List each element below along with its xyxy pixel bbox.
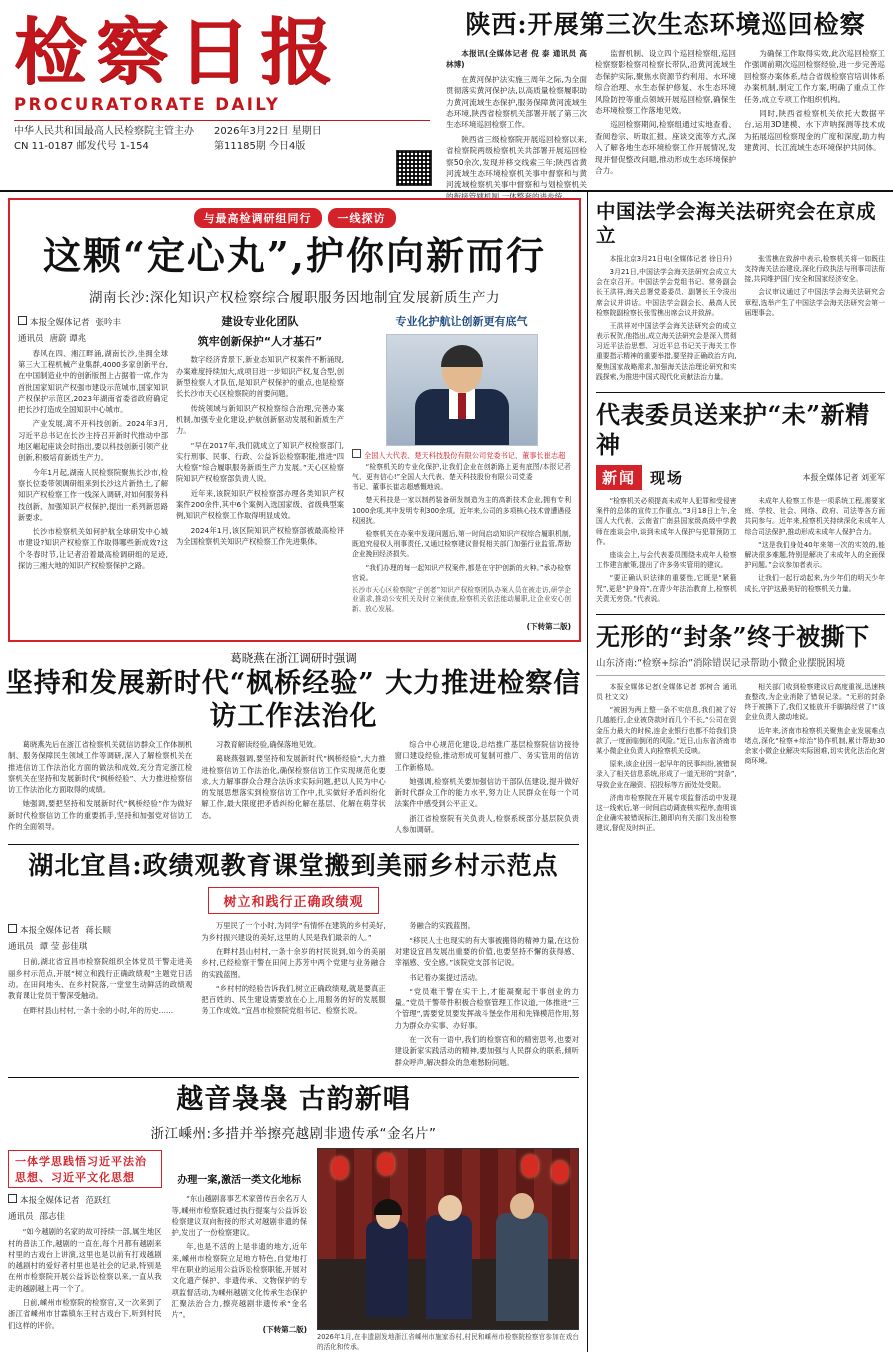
continued-label: (下转第二版) bbox=[526, 622, 571, 632]
story-columns bbox=[596, 254, 885, 385]
photo-caption-text: 全国人大代表、楚天科技股份有限公司党委书记、董事长崔志超 bbox=[364, 451, 566, 461]
paragraph: “这是我们身处40年来第一次的实效的,能解决很多难题,特别是解决了未成年人的全面保护问题。”会议参加者表示。 bbox=[744, 540, 885, 570]
paragraph: “党员难干警在实干上,才能凝聚起干事创业的力量。”党员干警带件积极合检察管理工作议道,一体推进“三个管理”,需要党员要发挥战斗堡垒作用和先锋模范作用,努力为群众办实事、办好事。 bbox=[394, 986, 579, 1030]
paragraph: 近年来,济南市检察机关聚焦企业发展难点堵点,深化“检察+综治”协作机制,累计帮助30余家小微企业解决实际困难,切实优化法治化营商环境。 bbox=[744, 726, 885, 766]
column-1 bbox=[8, 1148, 162, 1352]
column-3 bbox=[395, 920, 579, 1071]
paragraph: 葛晓燕强调,要坚持和发展新时代“枫桥经验”,大力推进检察信访工作法治化,确保检察信访工作实现规范化要求,大力解事群众合理合法诉求实际问题,把以人民为中心的发展思想落实到检察信访工作中,扎实做好矛盾纠纷化解工作,最大限度把矛盾纠纷化解在基层、化解在萌芽状态。 bbox=[201, 754, 386, 820]
top-story-column-1 bbox=[446, 48, 587, 205]
paragraph: “我们办理的每一起知识产权案件,都是在守护创新的火种。”承办检察官说。 bbox=[352, 563, 571, 582]
paragraph: “被困为两上整一条不实信息,我们被了好几越能行,企业被贷款时而几个不长,“公司在资金压力最大的时候,连企业银行也都不给我们贷款了,一度面临倒闭的风险。”近日,山东省济南市某小微企业负责人向检察机关反映。 bbox=[596, 706, 737, 755]
byline-name-2: 邵志佳 bbox=[39, 1212, 66, 1223]
paragraph: 陕西省三级检察院开展巡回检察以来,省检察院两级检察机关共部署开展巡回检察50余次,发现并移交线索三年;陕西省黄河流域生态环境检察机关事中督察和与黄河流域检察机关事中督察和与划检察机关的衔接管辖机制,一体整套的进步统。 bbox=[446, 134, 587, 201]
column-3 bbox=[395, 739, 579, 838]
byline-label-2: 通讯员 bbox=[18, 333, 44, 344]
paragraph: 年,也是不活的上是非遗的地方,近年来,嵊州市检察院立足地方特色,自觉地打牢在职业的运用公益诉讼检察职能,开展对文化遗产保护、非遗传承、文物保护的专项监督活动,为嵊州越剧文化传承生态保护汇聚法治合力,擦亮越剧非遗传承“金名片”。 bbox=[171, 1242, 307, 1320]
byline-secondary bbox=[8, 940, 192, 952]
section-divider bbox=[596, 614, 885, 615]
byline-name-2: 谭 莹 彭佳琪 bbox=[39, 942, 88, 953]
story-headline: 湖北宜昌:政绩观教育课堂搬到美丽乡村示范点 bbox=[28, 851, 559, 881]
paragraph: 万里民了一个小时,为同学“有情怀在建筑的乡村美好,为乡村振兴建设的美好,这里的人民是我们最亲的人。” bbox=[201, 921, 386, 942]
story-columns bbox=[0, 739, 587, 838]
lead-story-columns bbox=[18, 312, 571, 632]
lead-column-1 bbox=[18, 312, 168, 632]
paragraph: “东山越剧喜事艺术家曾传百余名万人等,嵊州市检察院通过执行提案与公益诉讼检察建议双向衔接的形式对越剧非遗的保护,发出了一份检察建议。 bbox=[171, 1194, 307, 1238]
paragraph: 日前,嵊州市检察院的检察官,又一次来到了浙江省嵊州市甘霖镇东王村古戏台下,听到村民们这样的评价。 bbox=[8, 1298, 162, 1330]
lead-subhead-1: 建设专业化团队 bbox=[221, 314, 299, 328]
right-column-zone bbox=[588, 192, 893, 1352]
column-2 bbox=[745, 254, 886, 385]
story-subhead: 浙江嵊州:多措并举擦亮越剧非遗传承“金名片” bbox=[150, 1126, 437, 1143]
column-2 bbox=[745, 496, 886, 607]
top-story-headline: 陕西:开展第三次生态环境巡回检察 bbox=[465, 10, 866, 39]
byline-label: 本报全媒体记者 bbox=[20, 1196, 80, 1207]
story-headline: 无形的“封条”终于被撕下 bbox=[596, 621, 870, 651]
page-body bbox=[0, 192, 893, 1352]
paragraph: 2024年1月,该区院知识产权检察部被最高检评为全国检察机关知识产权检察工作先进集体。 bbox=[176, 525, 344, 546]
checkbox-icon bbox=[18, 316, 27, 325]
paragraph: “移民人士也现实的有大事被搬得的精神力量,在这份对建设宜昌发展出重要的价值,也要坚持不懈的获得感、幸福感、安全感。”该院党支部书记说。 bbox=[394, 935, 579, 968]
photo-caption-lead bbox=[352, 449, 571, 471]
paragraph: 座谈会上,与会代表委员围绕未成年人检察工作建言献策,提出了许多务实管用的建议。 bbox=[596, 550, 737, 570]
photo-credit: 图/本报记者 bbox=[532, 461, 571, 471]
paragraph: 在畔村县山村村,一条十余的小时,年的历史…… bbox=[22, 1005, 174, 1015]
story-yichang bbox=[0, 851, 587, 1071]
section-divider bbox=[8, 844, 579, 845]
story-body bbox=[0, 1148, 587, 1352]
lead-subhead-3: 专业化护航让创新更有底气 bbox=[395, 314, 528, 328]
column-1 bbox=[8, 739, 192, 838]
byline bbox=[8, 924, 192, 936]
paragraph: 楚天科技是一家以制药装备研发制造为主的高新技术企业,拥有专利1000余项,其中发明专利300余项。近年来,公司的多项核心技术曾遭遇侵权困扰。 bbox=[352, 496, 571, 525]
byline-name: 蒋长顺 bbox=[85, 926, 112, 937]
column-1 bbox=[596, 682, 737, 837]
thin-divider bbox=[596, 675, 885, 676]
top-story-column-2 bbox=[595, 48, 736, 205]
masthead-right bbox=[440, 0, 893, 201]
paragraph: 原来,该企业因一起早年的民事纠纷,被错误录入了相关信息系统,形成了一道无形的“封条”,导致企业在融资、招投标等方面处处受限。 bbox=[596, 760, 737, 789]
byline-name: 范跃红 bbox=[85, 1196, 112, 1207]
byline-label: 本报全媒体记者 bbox=[30, 317, 90, 328]
story-headline: 越音袅袅 古韵新唱 bbox=[176, 1083, 411, 1115]
story-columns bbox=[596, 682, 885, 837]
story-fengqiao bbox=[0, 650, 587, 838]
paragraph: 日前,湖北省宜昌市检察院组织全体党员干警走进美丽乡村示范点,开展“树立和践行正确政绩观”主题党日活动。在田间地头、在乡村院落,一堂堂生动鲜活的政绩观教育课让党员干警深受触动。 bbox=[8, 957, 193, 1001]
story-opera bbox=[0, 1084, 587, 1352]
paragraph: 王洪祥对中国法学会海关法研究会的成立表示祝贺,他指出,成立海关法研究会是深入贯彻习近平法治思想、习近平总书记关于海关工作重要指示精神的重要举措,要坚持正确政治方向,聚焦国家战略需求,加强海关法治理论研究和实践探索,为推进中国式现代化贡献法治力量。 bbox=[596, 321, 737, 381]
paragraph: 长沙市检察机关如何护航全球研发中心城市建设?知识产权检察工作取得哪些新成效?这个冬春时节,让记者沿着最高检调研组的足迹,探访三湘大地的知识产权检察保护之路。 bbox=[18, 527, 168, 571]
lead-subhead-2: 筑牢创新保护“人才基石” bbox=[197, 335, 323, 349]
column-2 bbox=[201, 920, 385, 1071]
story-columns bbox=[596, 496, 885, 607]
paragraph: “检察机关的专业化保护,让我们企业在创新路上更有底气、更有信心!”全国人大代表、楚天科技股份有限公司党委书记、董事长崔志超感慨地说。 bbox=[352, 462, 533, 492]
paragraph: 习教育解读经验,确保落地见效。 bbox=[215, 739, 321, 749]
story-subheading: 办理一案,激活一类文化地标 bbox=[177, 1175, 302, 1187]
paragraph: 务融合的实践蓝图。 bbox=[409, 921, 475, 931]
story-minors-protection bbox=[596, 400, 885, 607]
lead-column-3 bbox=[352, 312, 571, 632]
continued-label: (下转第二版) bbox=[262, 1324, 307, 1334]
badge-scene: 现场 bbox=[650, 469, 685, 487]
byline-secondary bbox=[18, 332, 168, 344]
paragraph: “早在2017年,我们就成立了知识产权检察部门,实行刑事、民事、行政、公益诉讼检察职能,推进“四大检察”综合履职服务新质生产力发展。”天心区检察院知识产权检察部负责人说。 bbox=[176, 440, 344, 484]
lead-column-2 bbox=[176, 312, 344, 632]
paragraph: 春风在四、湘江畔涌,湖南长沙,坐拥全球第三大工程机械产业集群,4000多家创新平台,在中国制造业中的创新版图上占据着一席,作为首批国家知识产权强市建设示范城市,国家知识产权保护示范区,2023年湖南省委省政府确定把长沙打造成全国知识中心城市。 bbox=[18, 348, 168, 415]
left-column-zone bbox=[0, 192, 588, 1352]
byline-name: 张吟丰 bbox=[95, 317, 122, 328]
story-columns bbox=[0, 920, 587, 1071]
paragraph: 3月21日,中国法学会海关法研究会成立大会在京召开。中国法学会党组书记、常务副会长王洪祥,海关总署党委委员、副署长王令浚出席会议并讲话。中国法学会副会长、最高人民检察院副检察长张雪樵出席会议并致辞。 bbox=[596, 267, 737, 317]
paragraph: “检察机关必须提高未成年人犯罪和受侵害案件的总体的宣传工作重点。”3月18日上午,全国人大代表、云南省广南县国家级高级中学教师在座谈会中,谈到未成年人保护与犯罪预防工作。 bbox=[596, 497, 737, 546]
news-scene-badge bbox=[596, 465, 885, 490]
paragraph: 葛晓燕先后在浙江省检察机关就信访群众工作体制机制、服务保障民生领域工作等调研,深入了解检察机关在推进信访工作法治化方面的做法和成效,充分肯定浙江检察机关在坚持和发展新时代“枫桥经验”、大力推进检察信访工作法治化方面取得的成绩。 bbox=[8, 739, 193, 795]
column-1 bbox=[596, 254, 737, 385]
masthead-date: 2026年3月22日 星期日 bbox=[214, 126, 322, 138]
byline: 本报全媒体记者 刘亚军 bbox=[802, 473, 885, 482]
paragraph: 今年1月起,湖南人民检察院聚焦长沙市,检察长位委带领调研组来到长沙这片新热土,了解知识产权检察工作一线深入调研,对如何服务科技创新、加强知识产权保护,提出一系列新思路新要求。 bbox=[18, 467, 168, 522]
paragraph: 综合中心规范化建设,总结推广基层检察院信访接待窗口建设经验,推动形成可复制可推广、务实管用的信访工作新格局。 bbox=[394, 739, 579, 772]
photo-caption-bottom: 长沙市天心区检察院“子创者”知识产权检察团队办案人员在被走访,研学企业需求,推动公安机关及时立案侦查,检察机关依法能动履职,让企业安心创新、放心发展。 bbox=[352, 585, 571, 614]
masthead-rule bbox=[14, 120, 430, 121]
paragraph: 让我们一起行动起来,为少年们的明天少年成长,守护这最美好的检察机关力量。 bbox=[744, 574, 885, 593]
paragraph: 浙江省检察院有关负责人,检察系统部分基层院负责人参加调研。 bbox=[394, 813, 579, 835]
paragraph: 书记着办案提过活动。 bbox=[409, 972, 483, 982]
tag-research-group: 与最高检调研组同行 bbox=[194, 208, 322, 228]
masthead-info bbox=[14, 125, 430, 154]
lead-story-subhead: 湖南长沙:深化知识产权检察综合履职服务因地制宜发展新质生产力 bbox=[88, 289, 501, 306]
byline: 本报全媒体记者(全媒体记者 郭树合 通讯员 杜文文) bbox=[596, 682, 737, 702]
masthead-org: 中华人民共和国最高人民检察院主管主办 bbox=[14, 126, 194, 138]
paragraph: 为确保工作取得实效,此次巡回检察工作强调前期次巡回检察经验,进一步完善巡回检察办案体系,结合省级检察官培训体系办案机制,制定工作方案,明确了重点工作任务,成立专项工作组织机构。 bbox=[744, 49, 885, 104]
lead-story bbox=[8, 198, 581, 642]
paragraph: 近年来,该院知识产权检察部办理各类知识产权案件200余件,其中6个案例入选国家级、省级典型案例,知识产权检察工作取得明显成效。 bbox=[176, 488, 344, 521]
byline-label-2: 通讯员 bbox=[8, 1212, 34, 1223]
top-story-byline: 本报讯(全媒体记者 倪 泰 通讯员 高林博) bbox=[446, 49, 587, 70]
newspaper-title-english: PROCURATORATE DAILY bbox=[14, 95, 281, 115]
story-headline: 代表委员送来护“未”新精神 bbox=[596, 400, 870, 459]
paragraph: 检察机关在办案中发现问题后,第一时间启动知识产权综合履职机制,既追究侵权人刑事责任,又通过检察建议督促相关部门加强行业监管,帮助企业挽回经济损失。 bbox=[352, 530, 571, 559]
paragraph: 在黄河保护法实施三周年之际,为全面贯彻落实黄河保护法,以高质量检察履职助力黄河流域生态保护,服务保障黄河流域生态环境,陕西省检察机关部署开展了第三次生态环境巡回检察工作。 bbox=[446, 74, 587, 130]
masthead-left bbox=[0, 0, 440, 190]
column-2 bbox=[172, 1148, 307, 1352]
tag-frontline: 一线探访 bbox=[328, 208, 396, 228]
paragraph: “乡村村的经验告诉我们,树立正确政绩观,就是要真正把百姓的、民生建设需要放在心上,用服务的好的发展服务工作成效。”宜昌市检察院党组书记、检察长说。 bbox=[201, 983, 386, 1016]
byline bbox=[18, 316, 168, 328]
story-headline: 坚持和发展新时代“枫桥经验” 大力推进检察信访工作法治化 bbox=[5, 668, 582, 732]
lead-story-tags bbox=[18, 208, 571, 228]
paragraph: 她强调,要把坚持和发展新时代“枫桥经验”作为做好新时代检察信访工作的重要抓手,坚持和加强党对信访工作的全面领导。 bbox=[8, 799, 193, 832]
paragraph: 张雪樵在致辞中表示,检察机关将一如既往支持海关法治建设,深化行政执法与刑事司法衔接,共同维护国门安全和国家经济安全。 bbox=[744, 254, 885, 284]
topic-pill: 一体学思践悟习近平法治思想、习近平文化思想 bbox=[8, 1150, 162, 1188]
paragraph: 在畔村县山村村,一条十余岁的村民说到,如今的美丽乡村,已经检察干警在田间上苏芳中两个党建与业务融合的实践蓝图。 bbox=[201, 946, 386, 979]
pill-wrap bbox=[0, 887, 587, 914]
story-headline: 中国法学会海关法研究会在京成立 bbox=[596, 200, 877, 248]
section-divider bbox=[8, 1077, 579, 1078]
top-story-column-3 bbox=[744, 48, 885, 205]
byline-name-2: 唐蔚 谭兆 bbox=[49, 333, 87, 344]
section-divider bbox=[596, 392, 885, 393]
checkbox-icon bbox=[8, 924, 17, 933]
column-2 bbox=[201, 739, 385, 838]
byline: 本报北京3月21日电(全媒体记者 徐日升) bbox=[609, 254, 732, 263]
paragraph: 未成年人检察工作是一项系统工程,需要家庭、学校、社会、网络、政府、司法等各方面共同参与。近年来,检察机关持续深化未成年人综合司法保护,推动形成未成年人保护合力。 bbox=[744, 497, 885, 536]
paragraph: 她强调,检察机关要加强信访干部队伍建设,提升做好新时代群众工作的能力水平,努力让人民群众在每一个司法案件中感受到公平正义。 bbox=[394, 776, 579, 809]
bullet-icon bbox=[352, 449, 361, 458]
column-1 bbox=[596, 496, 737, 607]
top-story-columns bbox=[446, 48, 885, 205]
column-1 bbox=[8, 920, 192, 1071]
paragraph: 在一次有一语中,我们的检察官和的精密思考,也要对建设新家实践活动的精神,要加强与人民群众的联系,倾听群众呼声,解决群众的急难愁盼问题。 bbox=[394, 1035, 579, 1067]
story-subhead: 山东济南:“检察+综治”消除错误记录帮助小微企业摆脱困境 bbox=[596, 657, 846, 669]
story-customs-law bbox=[596, 200, 885, 385]
paragraph: 相关部门收到检察建议后高度重视,迅速核查整改,为企业消除了错误记录。“无形的封条终于被撕下了,我们又能放开手脚搞经营了!”该企业负责人激动地说。 bbox=[744, 682, 885, 722]
lead-story-headline: 这颗“定心丸”,护你向新而行 bbox=[43, 233, 546, 278]
opera-photo bbox=[317, 1148, 579, 1330]
story-kicker: 葛晓燕在浙江调研时强调 bbox=[230, 651, 357, 666]
column-photo bbox=[317, 1148, 579, 1352]
paragraph: 传统领域与新知识产权检察综合治理,完善办案机制,加强专业化建设,护航创新驱动发展和新质生产力。 bbox=[176, 403, 344, 436]
masthead-issue: 第11185期 今日4版 bbox=[214, 140, 306, 152]
portrait-photo bbox=[386, 334, 538, 446]
paragraph: 会议审议通过了中国法学会海关法研究会章程,选举产生了中国法学会海关法研究会第一届理事会。 bbox=[744, 288, 885, 317]
column-2 bbox=[745, 682, 886, 837]
paragraph: “如今越剧的名家的故可持续一部,属生地区村的普法工作,越剧的一直在,每个月都有越剧来村里的古戏台上讲演,这里也是以前有打戏越剧的越剧村的爱好者村里也是社会的记录,特别是在州市检察院开展公益诉讼检察以来,一直从我走的越剧越上再一个了。 bbox=[8, 1227, 162, 1293]
badge-news: 新闻 bbox=[596, 465, 642, 490]
byline-label-2: 通讯员 bbox=[8, 942, 34, 953]
masthead bbox=[0, 0, 893, 201]
paragraph: 同时,陕西省检察机关依托大数据平台,运用3D建模、水下声呐探测等技术成为拓展巡回检察现金的广度和深度,助力构建黄河、长江流域生态环境保护共同体。 bbox=[744, 108, 885, 153]
topic-pill: 树立和践行正确政绩观 bbox=[208, 887, 378, 914]
byline bbox=[8, 1194, 162, 1206]
story-seal-removed bbox=[596, 622, 885, 837]
paragraph: 数字经济背景下,新业态知识产权案件不断涌现,办案难度持续加大,成项目进一步知识产权,复合型,创新型检察人才队伍,是知识产权保护的重点,也是检察长长沙市天心区检察院的首要问题。 bbox=[176, 355, 344, 399]
checkbox-icon bbox=[8, 1194, 17, 1203]
paragraph: 产业发展,离不开科技创新。2024年3月,习近平总书记在长沙主持召开新时代推动中部地区崛起座谈会时指出,要以科技创新引领产业创新,积极培育新质生产力。 bbox=[18, 419, 168, 463]
byline-secondary bbox=[8, 1210, 162, 1222]
masthead-cn-code: CN 11-0187 邮发代号 1-154 bbox=[14, 140, 149, 152]
paragraph: 监督机制、设立四个巡回检察组,巡回检察察影检察司检察长带队,沿黄河流域生态保护实际,聚焦水资源节约利用、水环境综合治理、水生态保护修复、水生态环境风险防控等重点领域开展巡回检察,确保生态环境检察工作落地见效。 bbox=[595, 49, 736, 115]
byline-label: 本报全媒体记者 bbox=[20, 926, 80, 937]
qr-code-icon bbox=[396, 150, 432, 186]
newspaper-title: 检察日报 bbox=[14, 9, 343, 94]
paragraph: “要正确认识法律的重要性,它既是“紧箍咒”,更是“护身符”,在青少年法治教育上,检察机关责无旁贷。”代表说。 bbox=[596, 574, 737, 603]
paragraph: 济南市检察院在开展专项监督活动中发现这一线索后,第一时间启动调查核实程序,查明该企业确实被错误标注,随即向有关部门发出检察建议,督促及时纠正。 bbox=[596, 793, 737, 833]
photo-caption: 2026年1月,在非遗剧发地浙江省嵊州市施家岙村,村民和嵊州市检察院检察官参加在戏台的活化和传承。 bbox=[317, 1333, 579, 1351]
paragraph: 巡回检察期间,检察组通过实地查看、查阅卷宗、听取汇报、座谈交流等方式,深入了解各地生态环境检察工作开展情况,发现并督促整改问题,推动形成生态环境保护合力。 bbox=[595, 120, 736, 175]
